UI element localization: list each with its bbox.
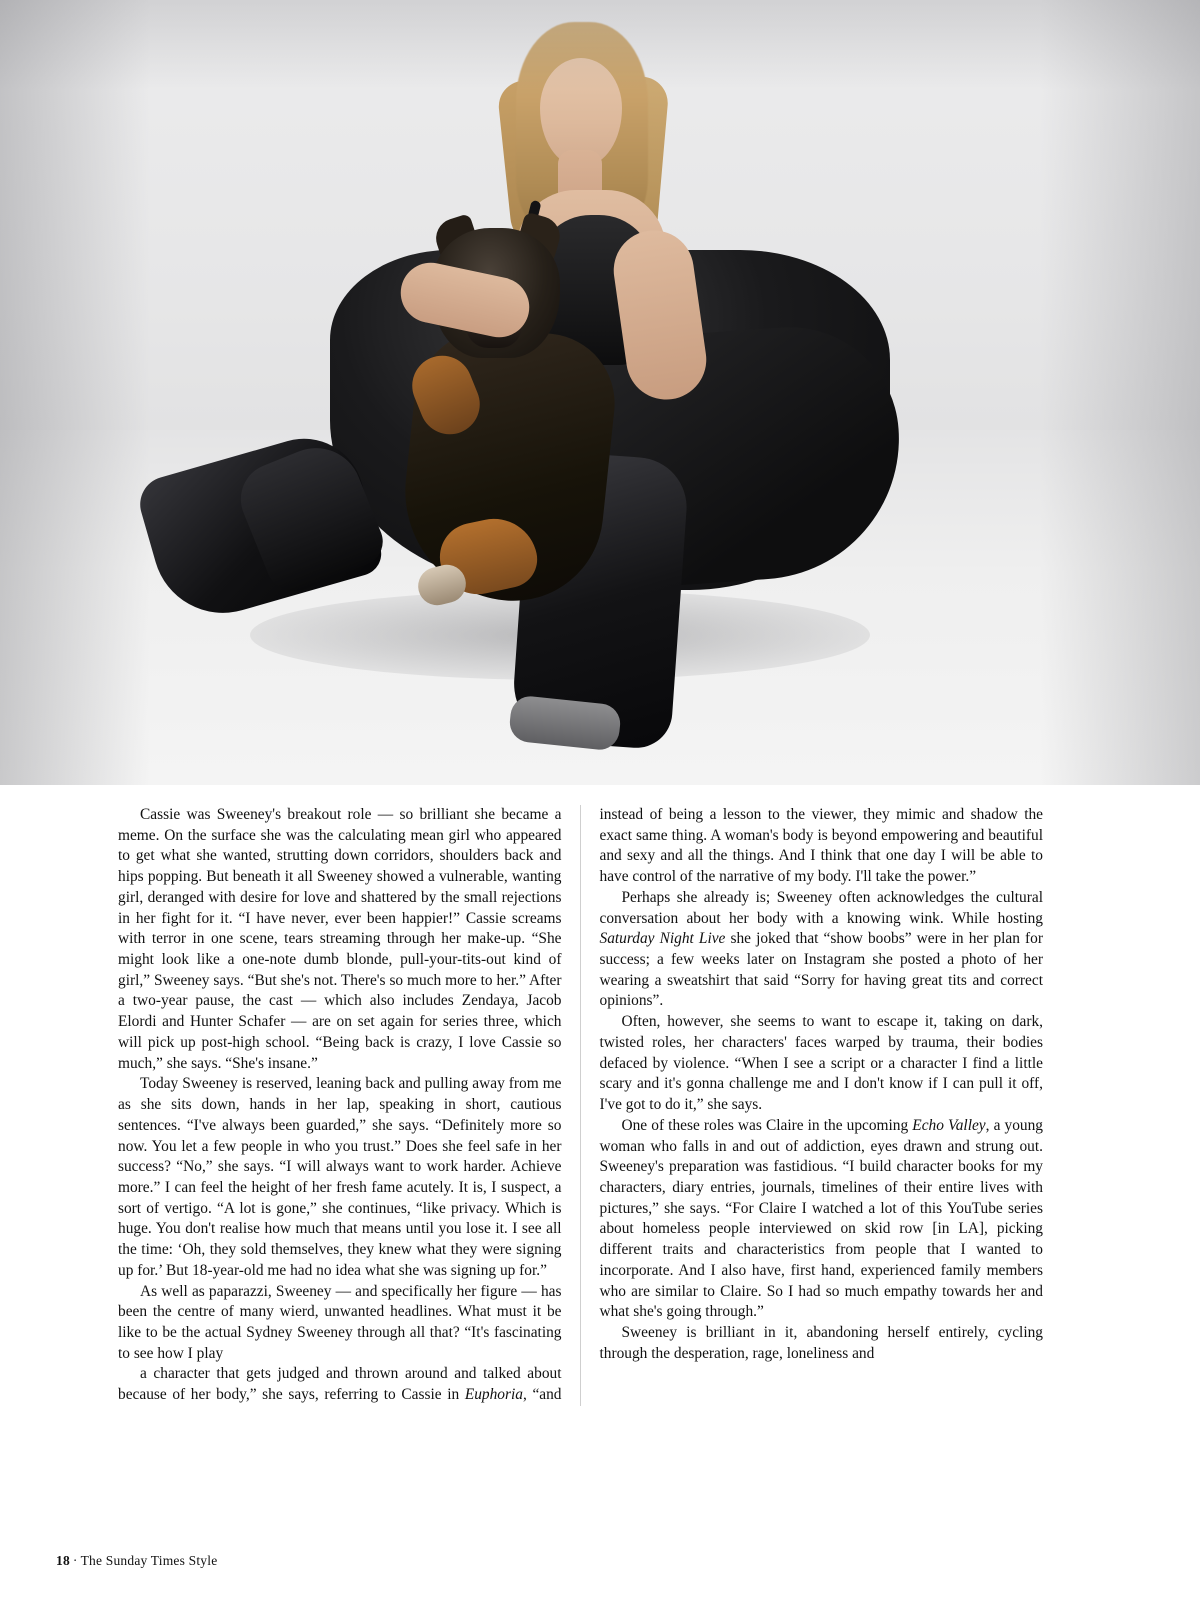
paragraph: Today Sweeney is reserved, leaning back and pulling away from me as she sits down, hands in her lap, speaking in short, cautious sentences. “I've always been guarded,” she says. “Definitely more so now. You let a few people in who you trust.” Does she feel safe in her success? “No,” she says. “I will always want to work harder. Achieve more.” I can feel the height of her fresh fame acutely. It is, I suspect, a sort of vertigo. “A lot is gone,” she continues, “like privacy. Which is huge. You don't realise how much that means until you lose it. I see all the time: ‘Oh, they sold themselves, they knew what they were signing up for.’ But 18-year-old me had no idea what she was signing up for.”	[118, 1075, 562, 1279]
publication-name: The Sunday Times Style	[80, 1553, 218, 1568]
editorial-photo	[0, 0, 1200, 785]
footer-separator: ·	[72, 1553, 78, 1568]
paragraph: Sweeney is brilliant in it, abandoning herself entirely, cycling through the desperation, rage, loneliness and	[599, 1323, 1043, 1362]
article-columns	[118, 805, 1043, 1406]
photo-subject-group	[0, 0, 1200, 785]
photo-vignette-top	[0, 0, 1200, 90]
page-number: 18	[56, 1553, 70, 1568]
paragraph: As well as paparazzi, Sweeney — and specifically her figure — has been the centre of many wierd, unwanted headlines. What must it be like to be the actual Sydney Sweeney through all that? “It's fascinating to see how I play	[118, 1282, 562, 1362]
photo-vignette-right	[1040, 0, 1200, 785]
paragraph: a character that gets judged and thrown around and talked about because of her body,” she says, referring to Cassie in Euphoria, “and instead of being a lesson to the viewer, they mimic and shadow the exact same thing. A woman's body is beyond empowering and beautiful and sexy and all the things. And I think that one day I will be able to have control of the narrative of my body. I'll take the power.”	[118, 806, 1043, 1404]
paragraph: Cassie was Sweeney's breakout role — so brilliant she became a meme. On the surface she was the calculating mean girl who appeared to get what she wanted, strutting down corridors, shoulders back and hips popping. But beneath it all Sweeney showed a vulnerable, wanting girl, deranged with desire for love and shattered by the small rejections in her fight for it. “I have never, ever been happier!” Cassie screams with terror in one scene, tears streaming through her make-up. “She might look like a one-note dumb blonde, pull-your-tits-out kind of girl,” Sweeney says. “But she's not. There's so much more to her.” After a two-year pause, the cast — which also includes Zendaya, Jacob Elordi and Hunter Schafer — are on set again for series three, which will pick up post-high school. “Being back is crazy, I love Cassie so much,” she says. “She's insane.”	[118, 806, 562, 1072]
photo-vignette-left	[0, 0, 150, 785]
article-body	[0, 785, 1200, 1611]
paragraph: One of these roles was Claire in the upcoming Echo Valley, a young woman who falls in and out of addiction, eyes drawn and strung out. Sweeney's preparation was fastidious. “I build character books for my characters, diary entries, journals, timelines of their entire lives with pictures,” she says. “For Claire I watched a lot of this YouTube series about homeless people interviewed on skid row [in LA], picking different traits and characteristics from people that I wanted to incorporate. And I also have, first hand, experienced family members who are similar to Claire. So I had so much empathy towards her and what she's going through.”	[599, 1116, 1044, 1321]
paragraph: Often, however, she seems to want to escape it, taking on dark, twisted roles, her characters' faces warped by trauma, their bodies defaced by violence. “When I see a script or a character I find a little scary and it's gonna challenge me and I don't know if I can pull it off, I've got to do it,” she says.	[599, 1013, 1043, 1114]
paragraph: Perhaps she already is; Sweeney often acknowledges the cultural conversation about her body with a knowing wink. While hosting Saturday Night Live she joked that “show boobs” were in her plan for success; a few weeks later on Instagram she posted a photo of her wearing a sweatshirt that said “Sorry for having great tits and correct opinions”.	[599, 888, 1043, 1010]
page-footer	[56, 1553, 217, 1569]
